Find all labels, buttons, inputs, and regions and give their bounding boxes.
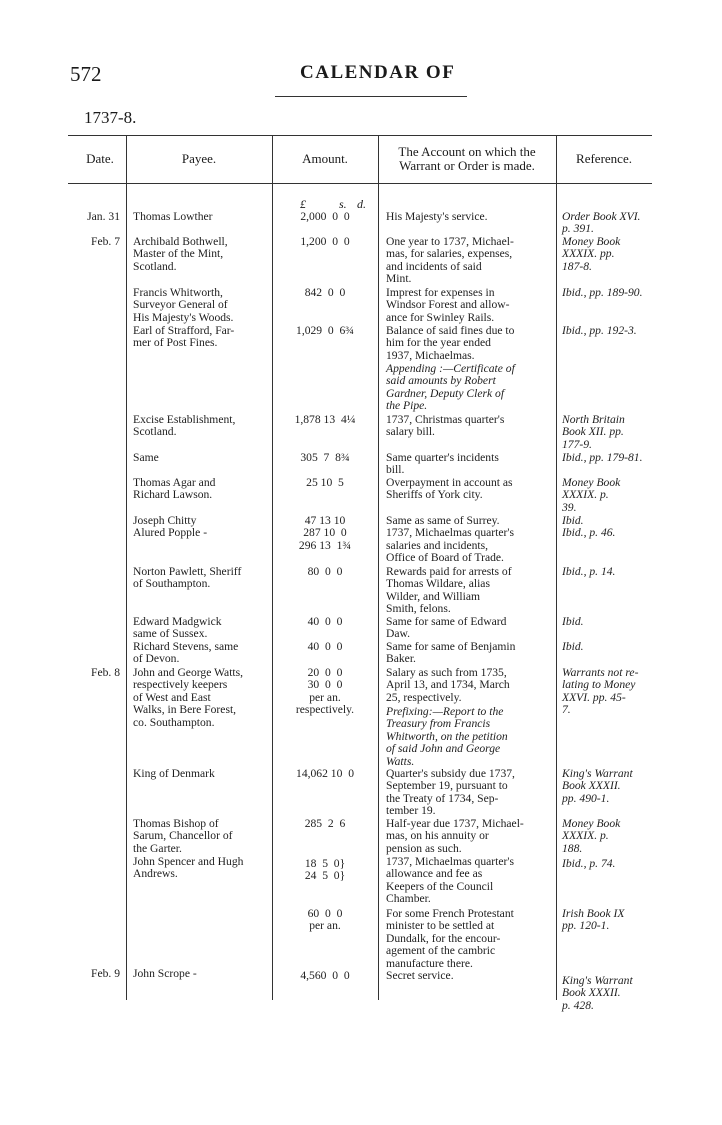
row-amount: 842 0 0 [304,286,346,299]
row-account: Same for same of Edward Daw. [386,615,507,641]
row-amount: 80 0 0 [307,565,343,578]
page-title: CALENDAR OF [300,62,456,83]
row-reference: Irish Book IX pp. 120-1. [562,907,625,933]
row-reference: Money Book XXXIX. pp. 187-8. [562,235,621,273]
unit-shillings: s. [339,197,347,211]
row-account: Salary as such from 1735, April 13, and 1734, March 25, respectively. [386,666,510,704]
row-payee: Joseph Chitty Alured Popple - [133,514,208,540]
header-amount: Amount. [302,151,348,166]
row-amount: 1,029 0 6¾ [296,324,354,337]
row-amount: 305 7 8¾ [300,451,350,464]
unit-pence: d. [357,197,366,211]
year-label: 1737-8. [84,108,137,127]
row-account: Same for same of Benjamin Baker. [386,640,516,666]
row-account: His Majesty's service. [386,210,488,223]
row-amount: 25 10 5 [306,476,344,489]
row-payee: King of Denmark [133,767,215,780]
row-amount: 60 0 0 per an. [307,907,343,933]
row-reference: Ibid., p. 74. [562,857,616,870]
row-account-note: Appending :—Certificate of said amounts by Robert Gardner, Deputy Clerk of the Pipe. [386,362,515,413]
row-amount: 40 0 0 [307,615,343,628]
row-amount: 1,878 13 4¼ [294,413,356,426]
row-amount: 18 5 0} 24 5 0} [304,857,346,883]
row-date: Feb. 8 [91,666,120,679]
row-amount: 4,560 0 0 [300,969,350,982]
row-account: Imprest for expenses in Windsor Forest and allow- ance for Swinley Rails. [386,286,510,324]
row-amount: 285 2 6 [304,817,346,830]
row-account: For some French Protestant minister to be settled at Dundalk, for the encour- agement of the cambric manufacture there. [386,907,514,970]
row-account: Quarter's subsidy due 1737, September 19, pursuant to the Treaty of 1734, Sep- tember 19. [386,767,515,818]
row-reference: King's Warrant Book XXXII. pp. 490-1. [562,767,633,805]
row-date: Feb. 9 [91,967,120,980]
row-reference: Ibid., pp. 192-3. [562,324,637,337]
row-payee: Archibald Bothwell, Master of the Mint, Scotland. [133,235,228,273]
header-bottom-rule [68,183,652,184]
row-payee: Thomas Lowther [133,210,213,223]
row-amount: 1,200 0 0 [300,235,350,248]
row-reference: Ibid., pp. 189-90. [562,286,643,299]
row-payee: Thomas Bishop of Sarum, Chancellor of the Garter. [133,817,233,855]
row-amount: 47 13 10 287 10 0 296 13 1¾ [298,514,352,552]
row-account: Secret service. [386,969,454,982]
row-reference: North Britain Book XII. pp. 177-9. [562,413,625,451]
row-reference: Money Book XXXIX. p. 188. [562,817,621,855]
column-divider [272,135,273,1000]
header-payee: Payee. [181,151,217,166]
row-account: Half-year due 1737, Michael- mas, on his annuity or pension as such. [386,817,524,855]
row-amount: 14,062 10 0 [296,767,354,780]
row-payee: Norton Pawlett, Sheriff of Southampton. [133,565,242,591]
row-account: Overpayment in account as Sheriffs of York city. [386,476,513,502]
header-reference: Reference. [576,151,632,166]
row-account: 1737, Michaelmas quarter's allowance and fee as Keepers of the Council Chamber. [386,855,514,906]
header-date: Date. [86,151,114,166]
unit-pounds: £ [300,197,306,211]
row-amount: 20 0 0 30 0 0 per an. respectively. [295,666,355,717]
row-payee: John Scrope - [133,967,197,980]
row-account: One year to 1737, Michael- mas, for salaries, expenses, and incidents of said Mint. [386,235,514,286]
row-reference: King's Warrant Book XXXII. p. 428. [562,974,633,1012]
row-payee: Earl of Strafford, Far- mer of Post Fines. [133,324,235,350]
row-reference: Order Book XVI. p. 391. [562,210,641,236]
row-payee: John and George Watts, respectively keepers of West and East Walks, in Bere Forest, co. Southampton. [133,666,244,729]
table-top-rule [68,135,652,136]
row-account: Rewards paid for arrests of Thomas Wildare, alias Wilder, and William Smith, felons. [386,565,512,616]
row-payee: Same [133,451,159,464]
row-reference: Ibid., p. 14. [562,565,616,578]
row-reference: Ibid., pp. 179-81. [562,451,643,464]
column-divider [126,135,127,1000]
row-account: 1737, Christmas quarter's salary bill. [386,413,505,439]
row-date: Feb. 7 [91,235,120,248]
title-rule [275,96,467,97]
row-account: Same as same of Surrey. 1737, Michaelmas quarter's salaries and incidents, Office of Board of Trade. [386,514,514,565]
row-amount: 40 0 0 [307,640,343,653]
row-account-note: Prefixing:—Report to the Treasury from Francis Whitworth, on the petition of said John and George Watts. [386,705,508,768]
row-account: Same quarter's incidents bill. [386,451,499,477]
row-reference: Warrants not re- lating to Money XXVI. pp. 45- 7. [562,666,639,717]
row-reference: Ibid. [562,640,584,653]
row-payee: Edward Madgwick same of Sussex. [133,615,222,641]
row-reference: Money Book XXXIX. p. 39. [562,476,621,514]
row-payee: Richard Stevens, same of Devon. [133,640,239,666]
row-reference: Ibid. Ibid., p. 46. [562,514,616,540]
column-divider [556,135,557,1000]
row-payee: Excise Establishment, Scotland. [133,413,236,439]
row-date: Jan. 31 [87,210,120,223]
row-amount: 2,000 0 0 [300,210,350,223]
row-reference: Ibid. [562,615,584,628]
row-account: Balance of said fines due to him for the year ended 1937, Michaelmas. [386,324,515,362]
row-payee: John Spencer and Hugh Andrews. [133,855,244,881]
column-divider [378,135,379,1000]
page-number: 572 [70,62,102,86]
row-payee: Thomas Agar and Richard Lawson. [133,476,216,502]
header-account: The Account on which the Warrant or Order is made. [398,144,536,173]
row-payee: Francis Whitworth, Surveyor General of His Majesty's Woods. [133,286,234,324]
